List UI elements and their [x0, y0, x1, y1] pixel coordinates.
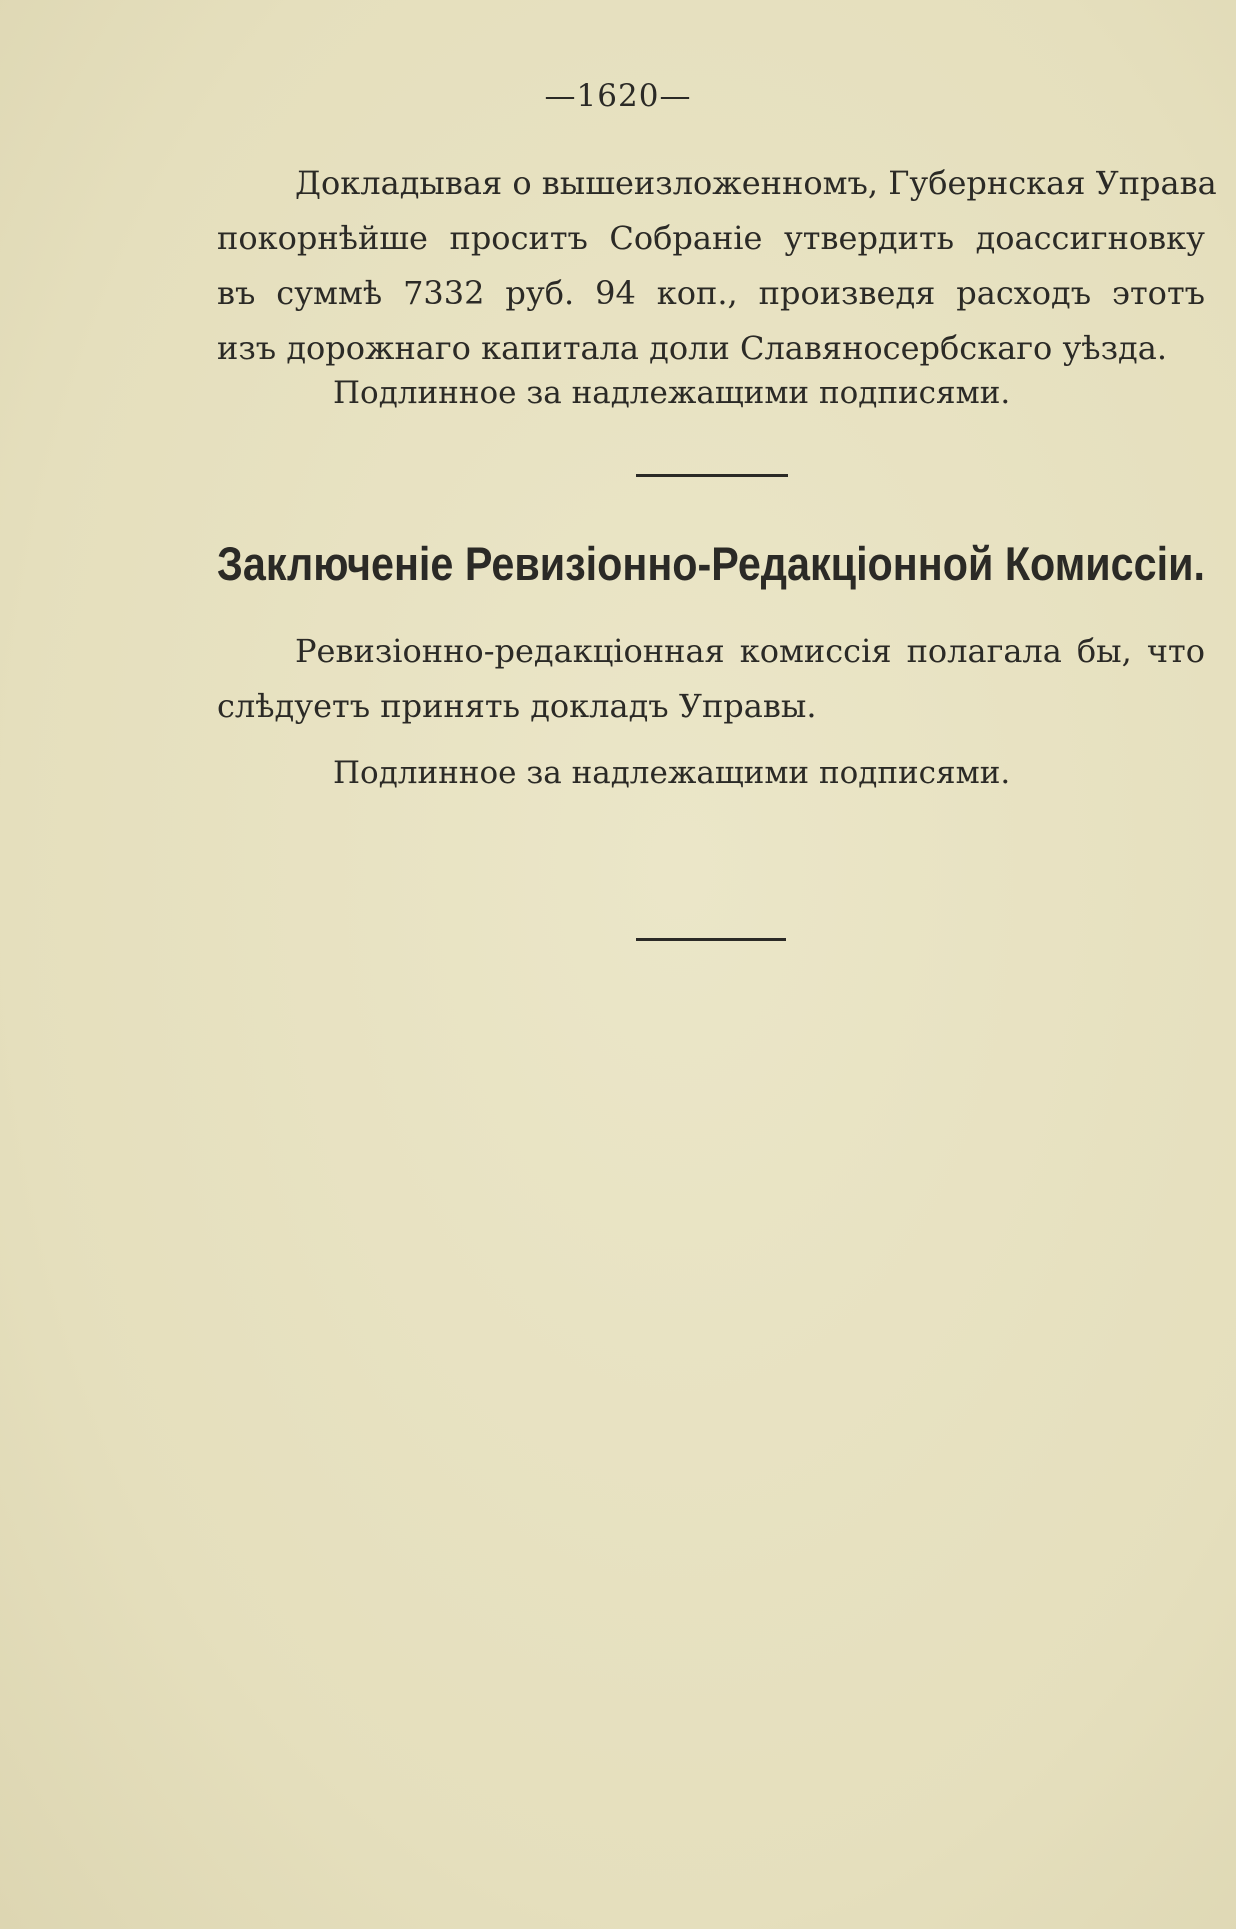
- paragraph-line: Докладывая о вышеизложенномъ, Губернская Управа: [295, 164, 1217, 202]
- section-heading-text: Заключеніе Ревизіонно-Редакціонной Комиссіи.: [217, 537, 1205, 590]
- report-paragraph: [217, 156, 1217, 376]
- signature-note: Подлинное за надлежащими подписями.: [333, 755, 1011, 791]
- section-heading: [217, 536, 1205, 596]
- end-divider: [636, 938, 786, 941]
- paragraph-line: слѣдуетъ принять докладъ Управы.: [217, 687, 817, 725]
- paragraph-line: изъ дорожнаго капитала доли Славяносербскаго уѣзда.: [217, 329, 1167, 367]
- paragraph-line: покорнѣйше проситъ Собраніе утвердить доассигновку: [217, 219, 1205, 257]
- page-number: —1620—: [544, 78, 692, 114]
- signature-note: Подлинное за надлежащими подписями.: [333, 375, 1011, 411]
- commission-paragraph: [217, 624, 1205, 734]
- section-divider: [636, 474, 788, 477]
- paragraph-line: въ суммѣ 7332 руб. 94 коп., произведя расходъ этотъ: [217, 274, 1205, 312]
- paragraph-line: Ревизіонно-редакціонная комиссія полагала бы, что: [295, 632, 1205, 670]
